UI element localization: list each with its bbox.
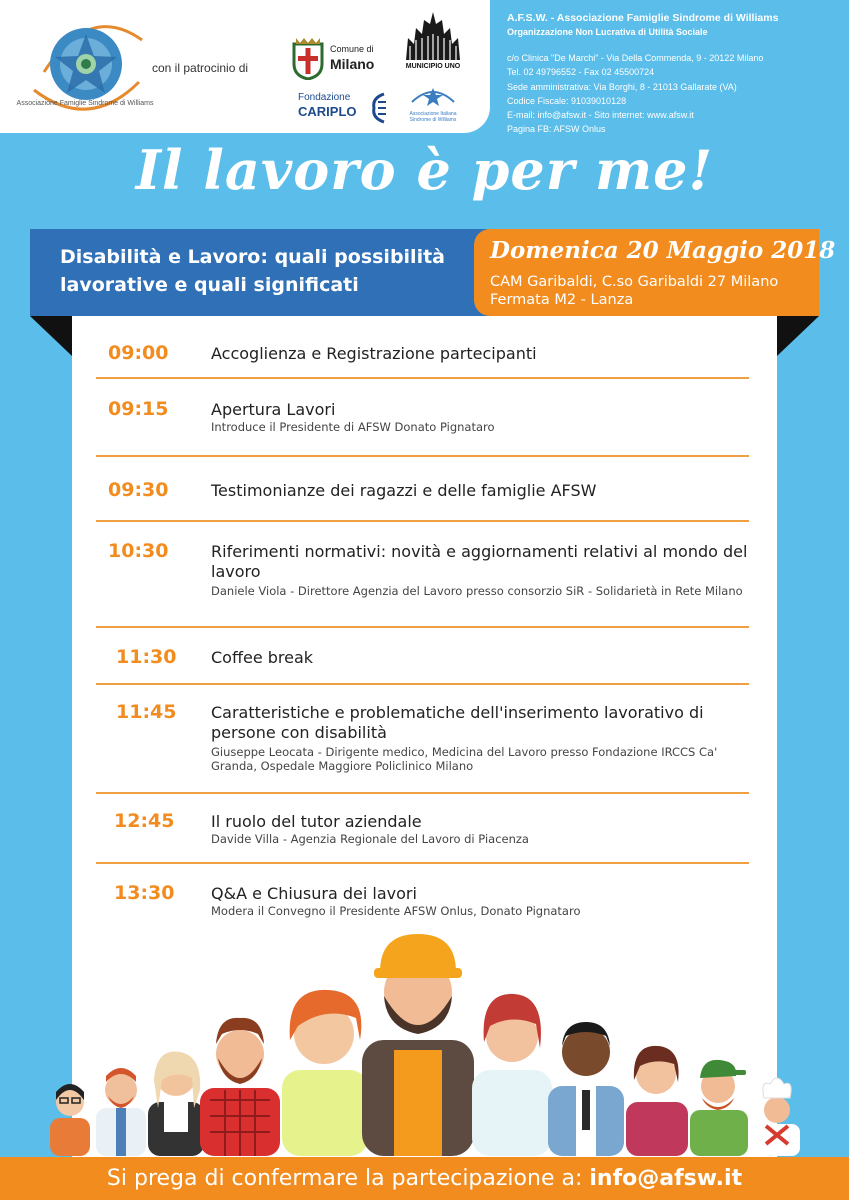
ribbon-fold-left [30,316,72,356]
agenda-speaker: Giuseppe Leocata - Dirigente medico, Medicina del Lavoro presso Fondazione IRCCS Ca' Granda, Ospedale Maggiore Policlinico Milano [211,745,718,773]
rsvp-email-link[interactable]: info@afsw.it [589,1166,743,1191]
agenda-title: Caratteristiche e problematiche dell'inserimento lavorativo di persone con disabilità [211,703,704,742]
cariplo-label-1: Fondazione [298,92,351,103]
event-venue-block [490,273,778,309]
agenda-item [96,342,749,379]
agenda-title: Riferimenti normativi: novità e aggiornamenti relativi al mondo del lavoro [211,542,748,581]
municipio-logo [400,10,466,72]
agenda-title: Testimonianze dei ragazzi e delle famiglie AFSW [211,481,597,500]
person-redhead-woman-icon [282,990,368,1156]
agenda-time: 09:15 [108,398,169,420]
comune-label: Comune di [330,44,374,54]
agenda-time: 13:30 [114,882,175,904]
header-logo-panel [0,0,490,133]
agenda-speaker: Introduce il Presidente di AFSW Donato Pignataro [211,420,495,434]
topic-banner [30,229,500,316]
person-green-cap-man-icon [690,1060,748,1156]
person-woman-red-dress-icon [626,1046,688,1156]
topic-text: Disabilità e Lavoro: quali possibilità lavorative e quali significati [60,246,445,296]
organization-info [507,12,837,137]
agenda-title: Coffee break [211,648,314,667]
agenda-speaker: Davide Villa - Agenzia Regionale del Lavoro di Piacenza [211,832,529,846]
comune-milano-logo [290,36,390,84]
event-stop: Fermata M2 - Lanza [490,292,634,308]
aisw-logo [396,84,470,128]
agenda-time: 09:00 [108,342,169,364]
agenda-time: 10:30 [108,540,169,562]
agenda-title: Accoglienza e Registrazione partecipanti [211,344,537,363]
page-title: Il lavoro è per me! [135,138,714,202]
org-tax-code: Codice Fiscale: 91039010128 [507,95,627,106]
org-subtitle: Organizzazione Non Lucrativa di Utilità Sociale [507,27,708,37]
person-construction-worker-icon [362,934,474,1156]
milano-label: Milano [330,56,375,72]
person-pink-woman-icon [472,994,552,1156]
person-bearded-man-plaid-icon [200,1018,280,1156]
org-facebook: Pagina FB: AFSW Onlus [507,124,606,135]
agenda-title: Il ruolo del tutor aziendale [211,812,422,831]
rsvp-footer [0,1157,849,1200]
aisw-label-2: Sindrome di Williams [409,117,457,123]
milano-shield-icon [290,36,326,80]
event-venue: CAM Garibaldi, C.so Garibaldi 27 Milano [490,274,779,290]
aisw-star-icon [396,84,470,110]
org-phone: Tel. 02 49796552 - Fax 02 45500724 [507,67,655,78]
agenda-item [96,810,749,864]
agenda-item [96,701,749,794]
cariplo-label-2: CARIPLO [298,104,357,119]
agenda-item [96,882,749,932]
org-name: A.F.S.W. - Associazione Famiglie Sindrome di Williams [507,12,779,24]
agenda-title: Q&A e Chiusura dei lavori [211,884,417,903]
agenda-time: 11:45 [116,701,177,723]
person-businessman-icon [548,1022,624,1156]
event-date: Domenica 20 Maggio 2018 [490,237,836,264]
rsvp-prompt: Si prega di confermare la partecipazione a: [106,1166,590,1191]
aisw-label [396,111,470,123]
afsw-logo-caption: Associazione Famiglie Sindrome di Williams [16,100,154,107]
agenda-speaker: Daniele Viola - Direttore Agenzia del Lavoro presso consorzio SiR - Solidarietà in Rete Milano [211,584,743,598]
aisw-label-1: Associazione Italiana [409,111,457,117]
agenda-time: 11:30 [116,646,177,668]
org-office: Sede amministrativa: Via Borghi, 8 - 21013 Gallarate (VA) [507,81,737,92]
patronage-label: con il patrocinio di [152,61,249,75]
agenda-item [96,479,749,522]
org-address: c/o Clinica "De Marchi" - Via Della Commenda, 9 - 20122 Milano [507,53,764,63]
cathedral-icon [400,10,466,62]
event-banner [474,229,836,316]
agenda-item [96,398,749,457]
person-chef-icon [754,1078,800,1156]
municipio-label: MUNICIPIO UNO [405,63,461,70]
agenda-item [96,540,749,628]
cariplo-logo [298,90,390,126]
agenda-time: 09:30 [108,479,169,501]
org-contacts: E-mail: info@afsw.it - Sito internet: www.afsw.it [507,110,694,121]
person-woman-glasses-icon [50,1084,90,1156]
cariplo-mark-icon [370,90,388,126]
agenda-speaker: Modera il Convegno il Presidente AFSW Onlus, Donato Pignataro [211,904,581,918]
workers-illustration [40,930,810,1156]
ribbon-fold-right [777,316,819,356]
person-doctor-icon [96,1068,146,1156]
agenda-title: Apertura Lavori [211,400,336,419]
person-blonde-woman-icon [148,1052,204,1156]
header [0,0,849,133]
agenda-time: 12:45 [114,810,175,832]
agenda-item [96,646,749,685]
